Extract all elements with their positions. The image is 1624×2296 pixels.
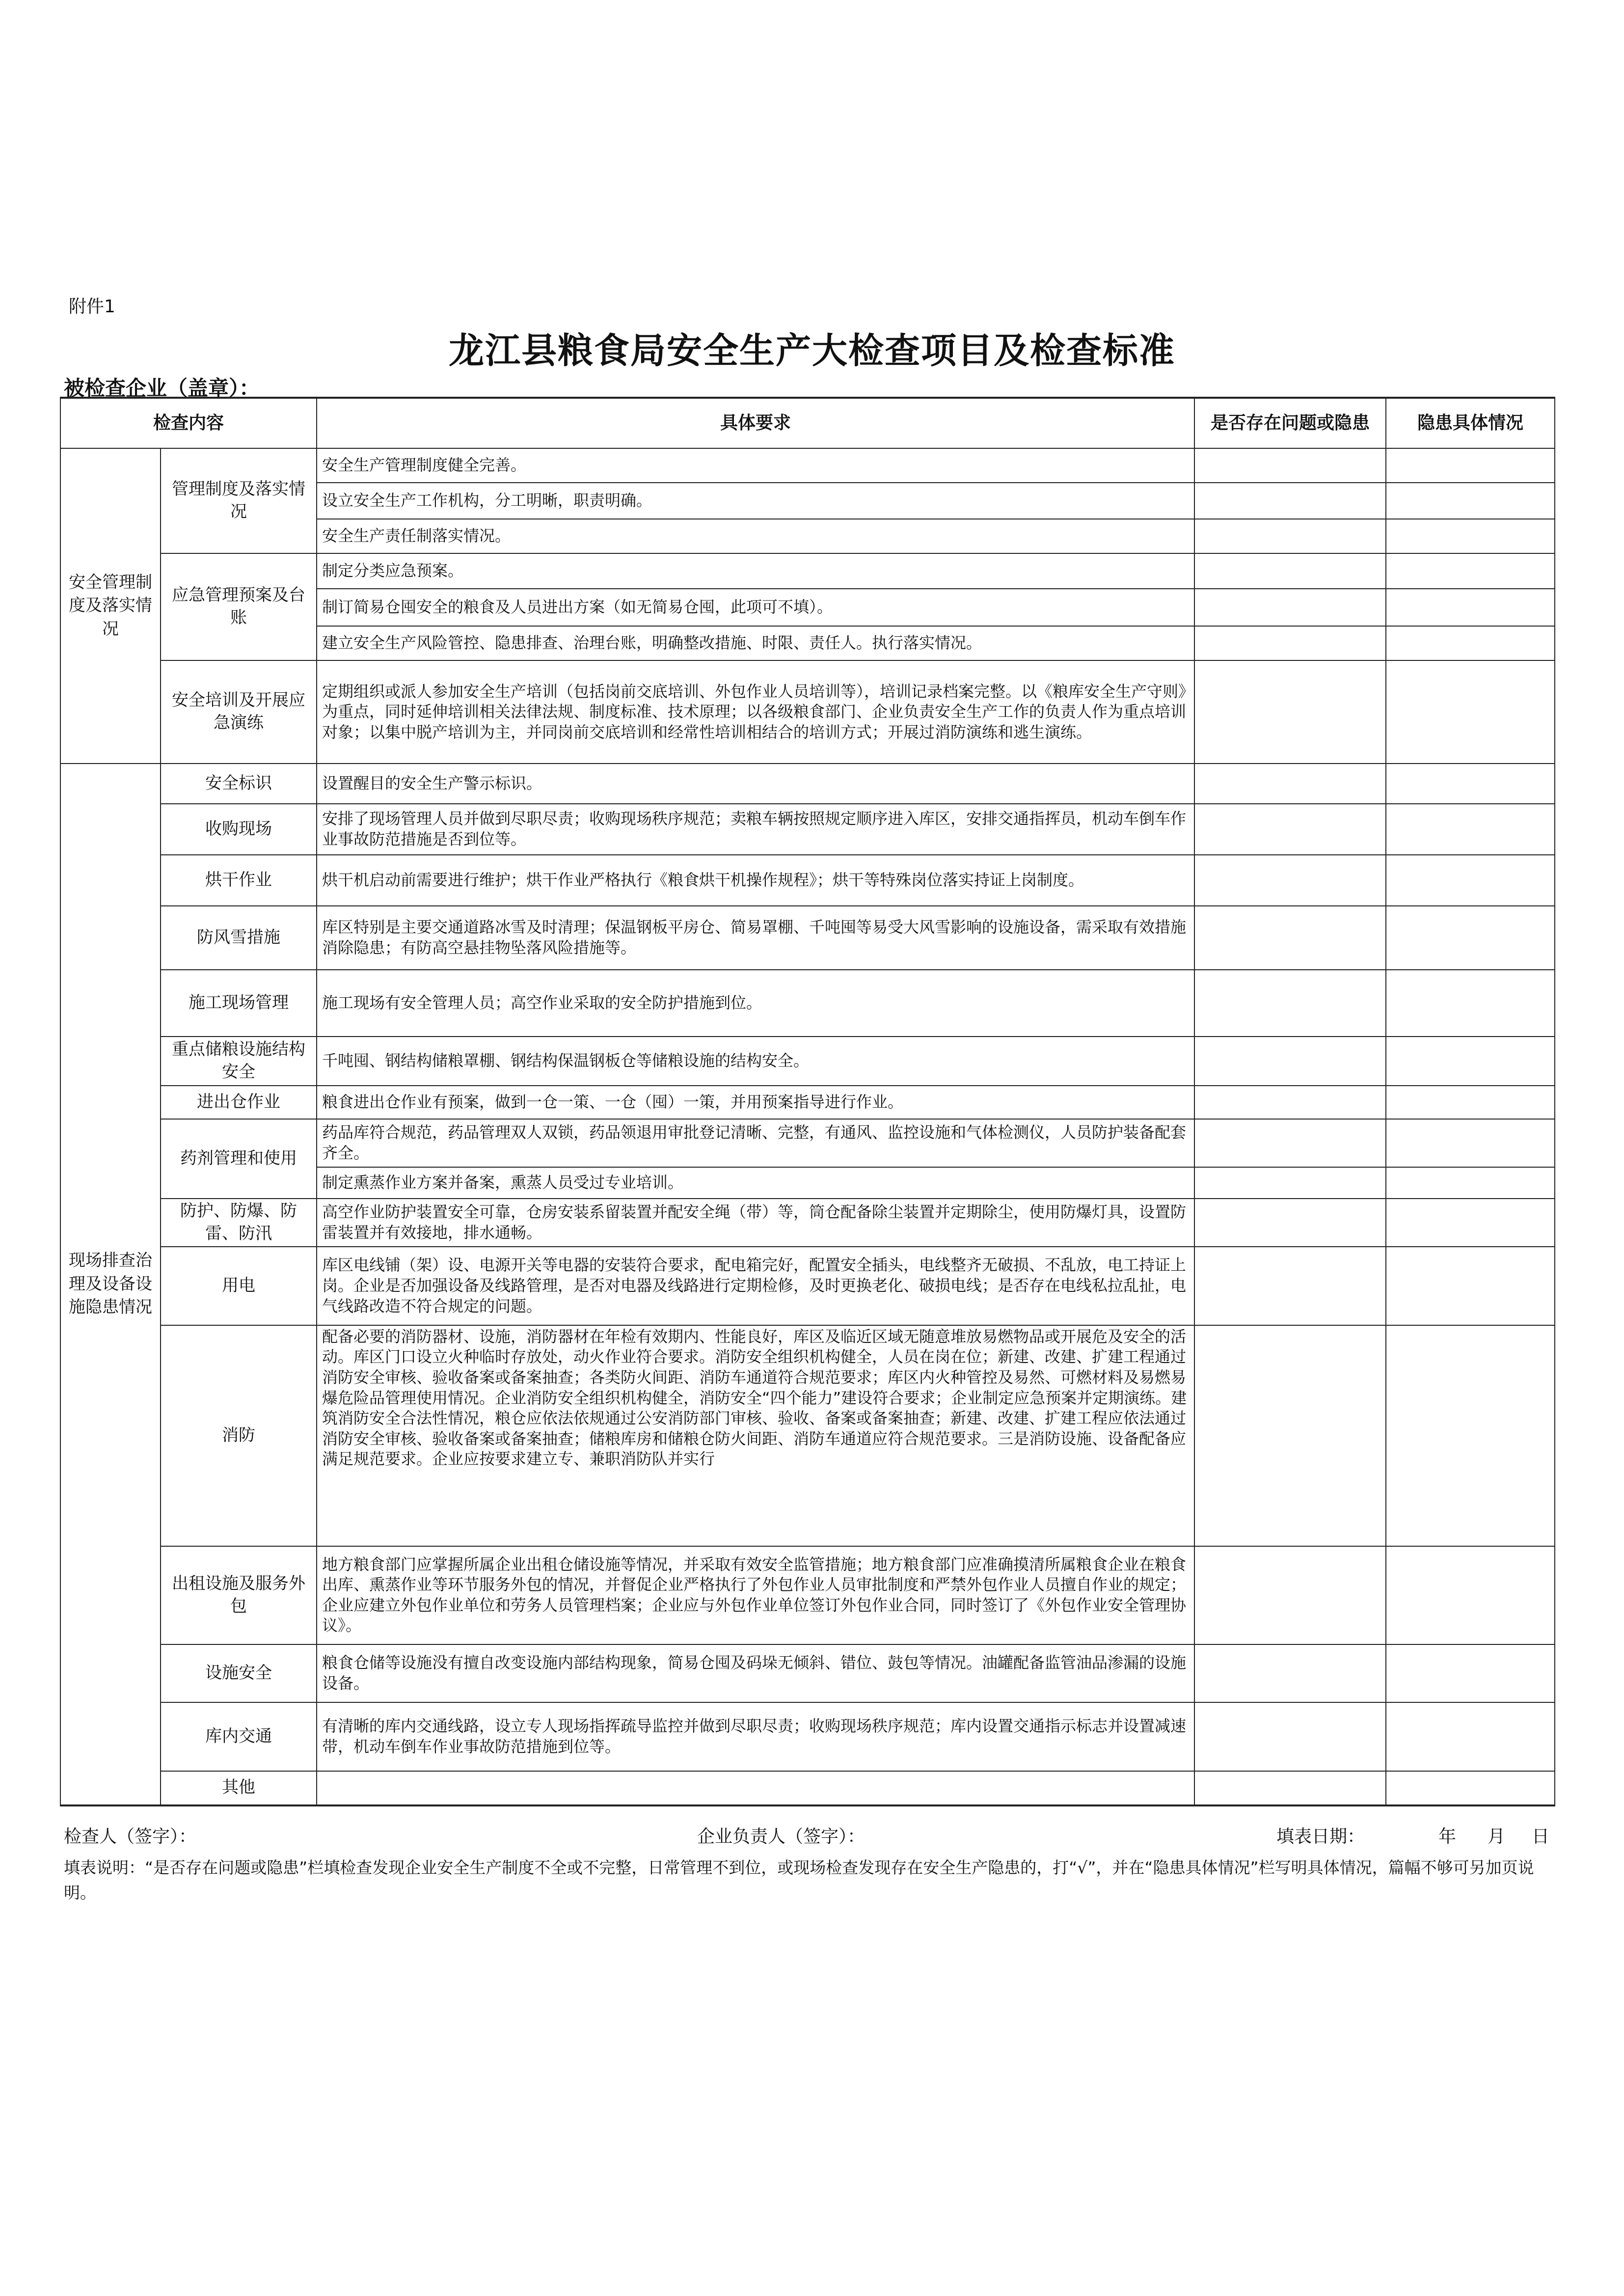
table-row: [60, 448, 1555, 483]
category-cell: 现场排查治理及设备设施隐患情况: [60, 764, 161, 1805]
requirement-cell: 制定熏蒸作业方案并备案，熏蒸人员受过专业培训。: [317, 1167, 1194, 1199]
inspection-table: [60, 397, 1555, 1806]
issue-detail-cell[interactable]: [1386, 1119, 1555, 1167]
issue-detail-cell[interactable]: [1386, 1325, 1555, 1546]
issue-detail-cell[interactable]: [1386, 855, 1555, 906]
issue-check-cell[interactable]: [1194, 1037, 1386, 1086]
issue-check-cell[interactable]: [1194, 1702, 1386, 1771]
issue-detail-cell[interactable]: [1386, 660, 1555, 764]
group-cell: 用电: [161, 1247, 317, 1325]
table-row: [60, 1247, 1555, 1325]
group-cell: 防风雪措施: [161, 906, 317, 970]
fill-instructions: 填表说明：“是否存在问题或隐患”栏填检查发现企业安全生产制度不全或不完整，日常管理不到位，或现场检查发现存在安全生产隐患的，打“√”，并在“隐患具体情况”栏写明具体情况，篇幅不够可另加页说明。: [64, 1858, 1534, 1903]
table-row: [60, 1037, 1555, 1086]
requirement-cell: 制定分类应急预案。: [317, 553, 1194, 589]
issue-check-cell[interactable]: [1194, 1546, 1386, 1644]
requirement-cell: 库区电线铺（架）设、电源开关等电器的安装符合要求，配电箱完好，配置安全插头，电线整齐无破损、不乱放，电工持证上岗。企业是否加强设备及线路管理，是否对电器及线路进行定期检修，及时更换老化、破损电线；是否存在电线私拉乱扯，电气线路改造不符合规定的问题。: [317, 1247, 1194, 1325]
group-cell: 安全培训及开展应急演练: [161, 660, 317, 764]
attachment-label: 附件1: [69, 297, 115, 317]
issue-detail-cell[interactable]: [1386, 804, 1555, 855]
issue-detail-cell[interactable]: [1386, 483, 1555, 519]
issue-check-cell[interactable]: [1194, 626, 1386, 660]
issue-detail-cell[interactable]: [1386, 970, 1555, 1037]
issue-check-cell[interactable]: [1194, 589, 1386, 626]
issue-check-cell[interactable]: [1194, 764, 1386, 804]
issue-detail-cell[interactable]: [1386, 1546, 1555, 1644]
group-cell: 出租设施及服务外包: [161, 1546, 317, 1644]
group-cell: 施工现场管理: [161, 970, 317, 1037]
table-row: [60, 1086, 1555, 1119]
issue-check-cell[interactable]: [1194, 804, 1386, 855]
group-cell: 防护、防爆、防雷、防汛: [161, 1199, 317, 1247]
issue-check-cell[interactable]: [1194, 1199, 1386, 1247]
requirement-cell: 有清晰的库内交通线路，设立专人现场指挥疏导监控并做到尽职尽责；收购现场秩序规范；库内设置交通指示标志并设置减速带，机动车倒车作业事故防范措施到位等。: [317, 1702, 1194, 1771]
requirement-cell: 安全生产管理制度健全完善。: [317, 448, 1194, 483]
requirement-cell: 药品库符合规范，药品管理双人双锁，药品领退用审批登记清晰、完整，有通风、监控设施和气体检测仪，人员防护装备配套齐全。: [317, 1119, 1194, 1167]
table-row: [60, 1325, 1555, 1546]
requirement-cell: 建立安全生产风险管控、隐患排查、治理台账，明确整改措施、时限、责任人。执行落实情况。: [317, 626, 1194, 660]
issue-check-cell[interactable]: [1194, 1167, 1386, 1199]
group-cell: 重点储粮设施结构安全: [161, 1037, 317, 1086]
issue-detail-cell[interactable]: [1386, 1644, 1555, 1702]
table-row: [60, 553, 1555, 589]
group-cell: 库内交通: [161, 1702, 317, 1771]
requirement-cell: 设立安全生产工作机构，分工明晰，职责明确。: [317, 483, 1194, 519]
issue-detail-cell[interactable]: [1386, 448, 1555, 483]
group-cell: 其他: [161, 1771, 317, 1805]
issue-detail-cell[interactable]: [1386, 906, 1555, 970]
group-cell: 设施安全: [161, 1644, 317, 1702]
issue-detail-cell[interactable]: [1386, 1037, 1555, 1086]
category-cell: 安全管理制度及落实情况: [60, 448, 161, 764]
issue-detail-cell[interactable]: [1386, 1167, 1555, 1199]
fill-date-month: 月: [1488, 1827, 1506, 1847]
issue-check-cell[interactable]: [1194, 660, 1386, 764]
column-header-issue-details: 隐患具体情况: [1386, 398, 1555, 448]
group-cell: 应急管理预案及台账: [161, 553, 317, 660]
table-row: [60, 764, 1555, 804]
table-row: [60, 1771, 1555, 1805]
table-header-row: [60, 398, 1555, 448]
table-row: [60, 1199, 1555, 1247]
requirement-cell: 粮食仓储等设施没有擅自改变设施内部结构现象，简易仓囤及码垛无倾斜、错位、鼓包等情况。油罐配备监管油品渗漏的设施设备。: [317, 1644, 1194, 1702]
group-cell: 药剂管理和使用: [161, 1119, 317, 1199]
group-cell: 烘干作业: [161, 855, 317, 906]
issue-check-cell[interactable]: [1194, 483, 1386, 519]
requirement-cell: 施工现场有安全管理人员；高空作业采取的安全防护措施到位。: [317, 970, 1194, 1037]
table-row: [60, 906, 1555, 970]
fill-date-year: 年: [1438, 1827, 1457, 1847]
issue-check-cell[interactable]: [1194, 1644, 1386, 1702]
issue-check-cell[interactable]: [1194, 1247, 1386, 1325]
requirement-cell: 烘干机启动前需要进行维护；烘干作业严格执行《粮食烘干机操作规程》；烘干等特殊岗位落实持证上岗制度。: [317, 855, 1194, 906]
requirement-cell: 设置醒目的安全生产警示标识。: [317, 764, 1194, 804]
issue-detail-cell[interactable]: [1386, 1086, 1555, 1119]
issue-detail-cell[interactable]: [1386, 553, 1555, 589]
issue-detail-cell[interactable]: [1386, 1771, 1555, 1805]
fill-date-day: 日: [1532, 1827, 1550, 1847]
issue-check-cell[interactable]: [1194, 1119, 1386, 1167]
inspector-signature-label: 检查人（签字）：: [64, 1827, 197, 1847]
company-label: 被检查企业（盖章）：: [64, 376, 260, 400]
issue-check-cell[interactable]: [1194, 906, 1386, 970]
issue-detail-cell[interactable]: [1386, 589, 1555, 626]
group-cell: 消防: [161, 1325, 317, 1546]
requirement-cell: 库区特别是主要交通道路冰雪及时清理；保温钢板平房仓、简易罩棚、千吨囤等易受大风雪影响的设施设备，需采取有效措施消除隐患；有防高空悬挂物坠落风险措施等。: [317, 906, 1194, 970]
requirement-cell: 定期组织或派人参加安全生产培训（包括岗前交底培训、外包作业人员培训等），培训记录档案完整。以《粮库安全生产守则》为重点，同时延伸培训相关法律法规、制度标准、技术原理；以各级粮食部门、企业负责安全生产工作的负责人作为重点培训对象；以集中脱产培训为主，并同岗前交底培训和经常性培训相结合的培训方式；开展过消防演练和逃生演练。: [317, 660, 1194, 764]
principal-signature-label: 企业负责人（签字）：: [697, 1827, 866, 1847]
table-row: [60, 1119, 1555, 1167]
group-cell: 安全标识: [161, 764, 317, 804]
column-header-has-issue: 是否存在问题或隐患: [1194, 398, 1386, 448]
requirement-cell: 地方粮食部门应掌握所属企业出租仓储设施等情况，并采取有效安全监管措施；地方粮食部门应准确摸清所属粮食企业在粮食出库、熏蒸作业等环节服务外包的情况，并督促企业严格执行了外包作业人员审批制度和严禁外包作业人员擅自作业的规定；企业应建立外包作业单位和劳务人员管理档案；企业应与外包作业单位签订外包作业合同，同时签订了《外包作业安全管理协议》。: [317, 1546, 1194, 1644]
requirement-cell: 粮食进出仓作业有预案，做到一仓一策、一仓（囤）一策，并用预案指导进行作业。: [317, 1086, 1194, 1119]
table-row: [60, 970, 1555, 1037]
issue-check-cell[interactable]: [1194, 519, 1386, 553]
requirement-cell: 千吨囤、钢结构储粮罩棚、钢结构保温钢板仓等储粮设施的结构安全。: [317, 1037, 1194, 1086]
issue-check-cell[interactable]: [1194, 970, 1386, 1037]
issue-detail-cell[interactable]: [1386, 519, 1555, 553]
requirement-cell: [317, 1771, 1194, 1805]
issue-check-cell[interactable]: [1194, 1325, 1386, 1546]
issue-check-cell[interactable]: [1194, 1086, 1386, 1119]
requirement-cell: 高空作业防护装置安全可靠，仓房安装系留装置并配安全绳（带）等，筒仓配备除尘装置并定期除尘，使用防爆灯具，设置防雷装置并有效接地，排水通畅。: [317, 1199, 1194, 1247]
table-row: [60, 1546, 1555, 1644]
group-cell: 管理制度及落实情况: [161, 448, 317, 553]
group-cell: 收购现场: [161, 804, 317, 855]
table-row: [60, 1644, 1555, 1702]
issue-check-cell[interactable]: [1194, 553, 1386, 589]
table-row: [60, 660, 1555, 764]
issue-detail-cell[interactable]: [1386, 1199, 1555, 1247]
table-row: [60, 1702, 1555, 1771]
requirement-cell: 配备必要的消防器材、设施，消防器材在年检有效期内、性能良好，库区及临近区域无随意堆放易燃物品或开展危及安全的活动。库区门口设立火种临时存放处，动火作业符合要求。消防安全组织机构健全，人员在岗在位；新建、改建、扩建工程通过消防安全审核、验收备案或备案抽查；各类防火间距、消防车通道符合规范要求；库区内火种管控及易然、可燃材料及易燃易爆危险品管理使用情况。企业消防安全组织机构健全，消防安全“四个能力”建设符合要求；企业制定应急预案并定期演练。建筑消防安全合法性情况，粮仓应依法依规通过公安消防部门审核、验收、备案或备案抽查；新建、改建、扩建工程应依法通过消防安全审核、验收备案或备案抽查；储粮库房和储粮仓防火间距、消防车通道应符合规范要求。三是消防设施、设备配备应满足规范要求。企业应按要求建立专、兼职消防队并实行: [317, 1325, 1194, 1546]
group-cell: 进出仓作业: [161, 1086, 317, 1119]
issue-detail-cell[interactable]: [1386, 1702, 1555, 1771]
issue-detail-cell[interactable]: [1386, 1247, 1555, 1325]
column-header-requirements: 具体要求: [317, 398, 1194, 448]
column-header-check-content: 检查内容: [60, 398, 317, 448]
issue-detail-cell[interactable]: [1386, 626, 1555, 660]
table-row: [60, 804, 1555, 855]
requirement-cell: 安排了现场管理人员并做到尽职尽责；收购现场秩序规范；卖粮车辆按照规定顺序进入库区，安排交通指挥员，机动车倒车作业事故防范措施是否到位等。: [317, 804, 1194, 855]
issue-check-cell[interactable]: [1194, 855, 1386, 906]
table-row: [60, 855, 1555, 906]
page-title: 龙江县粮食局安全生产大检查项目及检查标准: [448, 329, 1175, 371]
issue-check-cell[interactable]: [1194, 1771, 1386, 1805]
issue-detail-cell[interactable]: [1386, 764, 1555, 804]
issue-check-cell[interactable]: [1194, 448, 1386, 483]
requirement-cell: 制订简易仓囤安全的粮食及人员进出方案（如无简易仓囤，此项可不填）。: [317, 589, 1194, 626]
fill-date-label: 填表日期：: [1276, 1827, 1365, 1847]
requirement-cell: 安全生产责任制落实情况。: [317, 519, 1194, 553]
